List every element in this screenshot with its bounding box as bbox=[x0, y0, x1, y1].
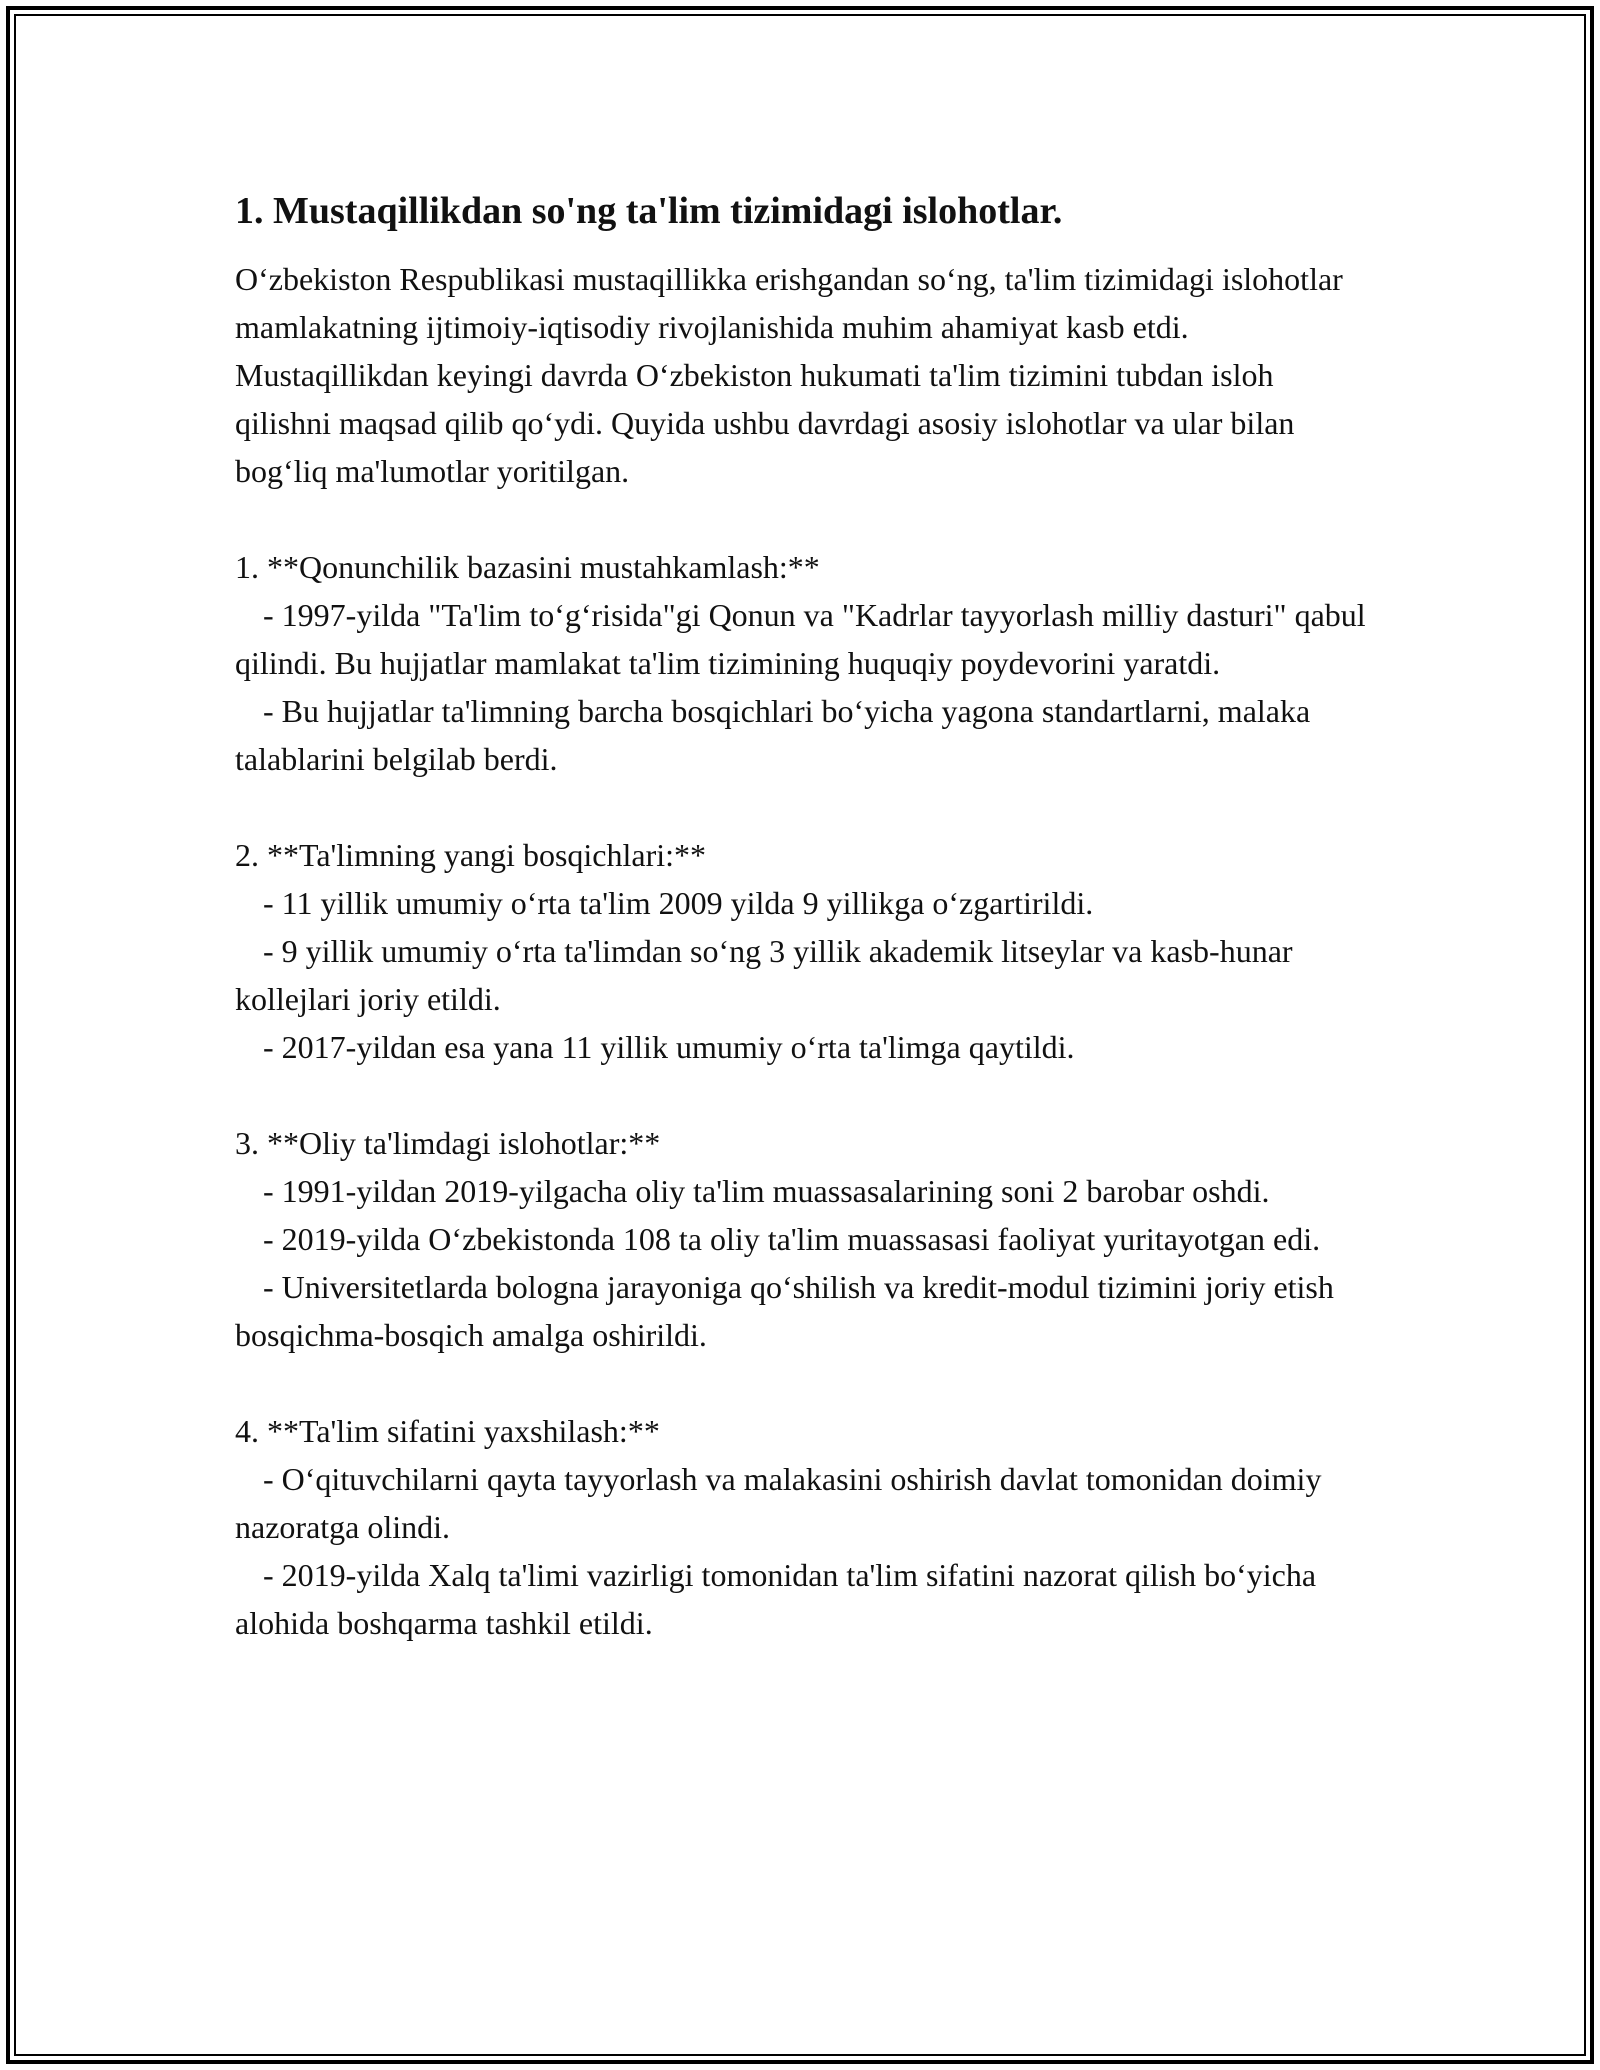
section-heading: 1. **Qonunchilik bazasini mustahkamlash:** bbox=[235, 549, 820, 585]
list-item: - 11 yillik umumiy o‘rta ta'lim 2009 yilda 9 yillikga o‘zgartirildi. bbox=[263, 885, 1094, 921]
list-item: - 2019-yilda O‘zbekistonda 108 ta oliy ta'lim muassasasi faoliyat yuritayotgan edi. bbox=[263, 1221, 1321, 1257]
list-item: - 2017-yildan esa yana 11 yillik umumiy o‘rta ta'limga qaytildi. bbox=[263, 1029, 1075, 1065]
list-item: - 1997-yilda "Ta'lim to‘g‘risida"gi Qonun va "Kadrlar tayyorlash milliy dasturi" qabul qilindi. Bu hujjatlar mamlakat ta'lim tizimining huquqiy poydevorini yaratdi. bbox=[235, 597, 1366, 681]
list-item: - 2019-yilda Xalq ta'limi vazirligi tomonidan ta'lim sifatini nazorat qilish bo‘yicha alohida boshqarma tashkil etildi. bbox=[235, 1557, 1317, 1641]
list-item: - 9 yillik umumiy o‘rta ta'limdan so‘ng 3 yillik akademik litseylar va kasb-hunar kollejlari joriy etildi. bbox=[235, 933, 1293, 1017]
section-new-stages bbox=[235, 831, 1375, 1071]
intro-paragraph: O‘zbekiston Respublikasi mustaqillikka erishgandan so‘ng, ta'lim tizimidagi islohotlar mamlakatning ijtimoiy-iqtisodiy rivojlanishida muhim ahamiyat kasb etdi. Mustaqillikdan keyingi davrda O‘zbekiston hukumati ta'lim tizimini tubdan isloh qilishni maqsad qilib qo‘ydi. Quyida ushbu davrdagi asosiy islohotlar va ular bilan bog‘liq ma'lumotlar yoritilgan. bbox=[235, 261, 1343, 489]
section-heading: 3. **Oliy ta'limdagi islohotlar:** bbox=[235, 1125, 661, 1161]
section-heading: 4. **Ta'lim sifatini yaxshilash:** bbox=[235, 1413, 660, 1449]
section-heading: 2. **Ta'limning yangi bosqichlari:** bbox=[235, 837, 707, 873]
list-item: - Universitetlarda bologna jarayoniga qo‘shilish va kredit-modul tizimini joriy etish bosqichma-bosqich amalga oshirildi. bbox=[235, 1269, 1334, 1353]
section-quality bbox=[235, 1407, 1375, 1647]
page-title: 1. Mustaqillikdan so'ng ta'lim tizimidagi islohotlar. bbox=[235, 190, 1063, 232]
document-body bbox=[235, 185, 1375, 1647]
section-legislation bbox=[235, 543, 1375, 783]
section-higher-education bbox=[235, 1119, 1375, 1359]
list-item: - O‘qituvchilarni qayta tayyorlash va malakasini oshirish davlat tomonidan doimiy nazoratga olindi. bbox=[235, 1461, 1322, 1545]
list-item: - 1991-yildan 2019-yilgacha oliy ta'lim muassasalarining soni 2 barobar oshdi. bbox=[263, 1173, 1270, 1209]
list-item: - Bu hujjatlar ta'limning barcha bosqichlari bo‘yicha yagona standartlarni, malaka talablarini belgilab berdi. bbox=[235, 693, 1311, 777]
